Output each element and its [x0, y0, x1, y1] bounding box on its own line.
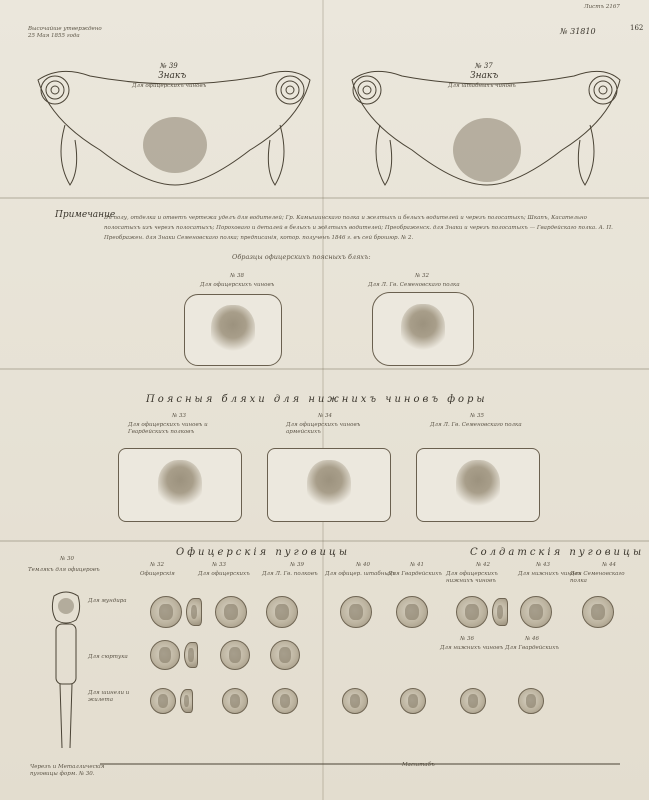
button-col-number: № 39	[290, 562, 304, 568]
button-specimen	[518, 688, 544, 714]
button-col-number: № 33	[212, 562, 226, 568]
button-specimen	[266, 596, 298, 628]
button-col-number: № 41	[410, 562, 424, 568]
buckle-number: № 32	[415, 273, 429, 279]
lower-buckle	[416, 448, 540, 522]
gorget-title: Знакъ	[470, 71, 499, 81]
approval-note: Высочайше утверждено 25 Мая 1855 года	[28, 26, 102, 39]
buckle-caption: Для Л. Гв. Семеновскаго полка	[368, 282, 460, 288]
buckle-caption: Для Л. Гв. Семеновскаго полка	[430, 422, 522, 428]
button-specimen	[150, 596, 182, 628]
button-col-caption: Для офицер. штабныхъ	[325, 571, 396, 577]
sword-knot-number: № 30	[60, 556, 74, 562]
fold-line	[0, 540, 649, 542]
button-specimen	[220, 640, 250, 670]
footnote: Черезъ и Металлическія пуговицы форм. № 30.	[30, 764, 105, 777]
button-col-caption: Для офицерскихъ	[198, 571, 250, 577]
extra-item-caption: Для Гвардейскихъ	[505, 645, 559, 651]
note-label: Примечание	[55, 210, 116, 220]
buckle-caption: Для офицерскихъ чиновъ	[200, 282, 275, 288]
button-profile	[186, 598, 202, 626]
extra-item-caption: Для нижнихъ чиновъ	[440, 645, 504, 651]
button-profile	[492, 598, 508, 626]
button-col-number: № 44	[602, 562, 616, 568]
button-specimen	[340, 596, 372, 628]
row-label: Для сюртука	[88, 654, 128, 660]
button-col-number: № 40	[356, 562, 370, 568]
button-specimen	[150, 688, 176, 714]
button-specimen	[520, 596, 552, 628]
button-col-number: № 43	[536, 562, 550, 568]
buckle-caption: Для офицерскихъ чиновъ и Гвардейскихъ полковъ	[128, 422, 208, 435]
gorget-title: Знакъ	[158, 71, 187, 81]
gorget-number: № 37	[475, 62, 493, 70]
button-specimen	[222, 688, 248, 714]
row-label: Для шинели и жилета	[88, 690, 130, 703]
sheet-number: № 31810	[560, 27, 596, 36]
button-specimen	[215, 596, 247, 628]
scale-note: Масштабъ	[402, 762, 435, 768]
gorget-number: № 39	[160, 62, 178, 70]
extra-item-number: № 36	[460, 636, 474, 642]
row-label: Для мундира	[88, 598, 127, 604]
button-specimen	[270, 640, 300, 670]
button-specimen	[400, 688, 426, 714]
gorget-subtitle: Для офицерскихъ чиновъ	[132, 83, 207, 89]
extra-item-number: № 46	[525, 636, 539, 642]
scale-bar	[100, 758, 620, 770]
button-col-caption: Для офицерскихъ нижнихъ чиновъ	[446, 571, 498, 584]
button-specimen	[396, 596, 428, 628]
lower-buckle	[267, 448, 391, 522]
sword-knot-drawing	[36, 588, 96, 758]
button-specimen	[460, 688, 486, 714]
note-text: Въ полу, отделка и ответъ чертежа уделъ для водителей; Гр. Камышинскаго полка и желтыхъ и белыхъ водителей и черезъ полосатыхъ; Шкапъ, Касательно полосатыхъ изъ черезъ полосатыхъ; Пороховаго и деталей в белыхъ и жёлтыхъ водителей; Преображенск. для Знаки и черезъ полосатыхъ — Гвардейскаго полка. А. П. Преображен. для Знаки Семеновскаго полка; предписанія, котор. полученъ 1846 г. въ сей брошюр. № 2.	[104, 215, 613, 241]
buckle-number: № 38	[230, 273, 244, 279]
button-profile	[180, 689, 193, 713]
button-specimen	[456, 596, 488, 628]
buckle-caption: Для офицерскихъ чиновъ армейскихъ	[286, 422, 361, 435]
button-specimen	[582, 596, 614, 628]
sheet-stamp: Листъ 2167	[584, 4, 620, 10]
page-tag: 162	[630, 24, 644, 32]
button-col-caption: Для Гвардейскихъ	[388, 571, 442, 577]
officer-buckles-heading: Образцы офицерскихъ поясныхъ бляхъ:	[232, 253, 371, 261]
button-specimen	[272, 688, 298, 714]
lower-buckles-heading: Поясныя бляхи для нижнихъ чиновъ форы	[146, 394, 488, 405]
officer-buttons-heading: Офицерскія пуговицы	[176, 547, 351, 558]
lower-buckle	[118, 448, 242, 522]
button-col-number: № 42	[476, 562, 490, 568]
button-profile	[184, 642, 198, 668]
gorget-subtitle: Для штабныхъ чиновъ	[448, 83, 516, 89]
button-col-caption: Офицерскія	[140, 571, 175, 577]
button-col-caption: Для Семеновскаго полка	[570, 571, 625, 584]
buckle-number: № 33	[172, 413, 186, 419]
sword-knot-caption: Темлякъ для офицеровъ	[28, 567, 100, 573]
button-col-caption: Для Л. Гв. полковъ	[262, 571, 318, 577]
button-specimen	[150, 640, 180, 670]
soldier-buttons-heading: Солдатскія пуговицы	[470, 547, 645, 558]
officer-buckle	[372, 292, 474, 366]
gorget-drawings	[0, 0, 649, 200]
button-specimen	[342, 688, 368, 714]
fold-line	[0, 368, 649, 370]
button-col-number: № 32	[150, 562, 164, 568]
buckle-number: № 35	[470, 413, 484, 419]
officer-buckle	[184, 294, 282, 366]
button-col-caption: Для нижнихъ чиновъ	[518, 571, 582, 577]
buckle-number: № 34	[318, 413, 332, 419]
